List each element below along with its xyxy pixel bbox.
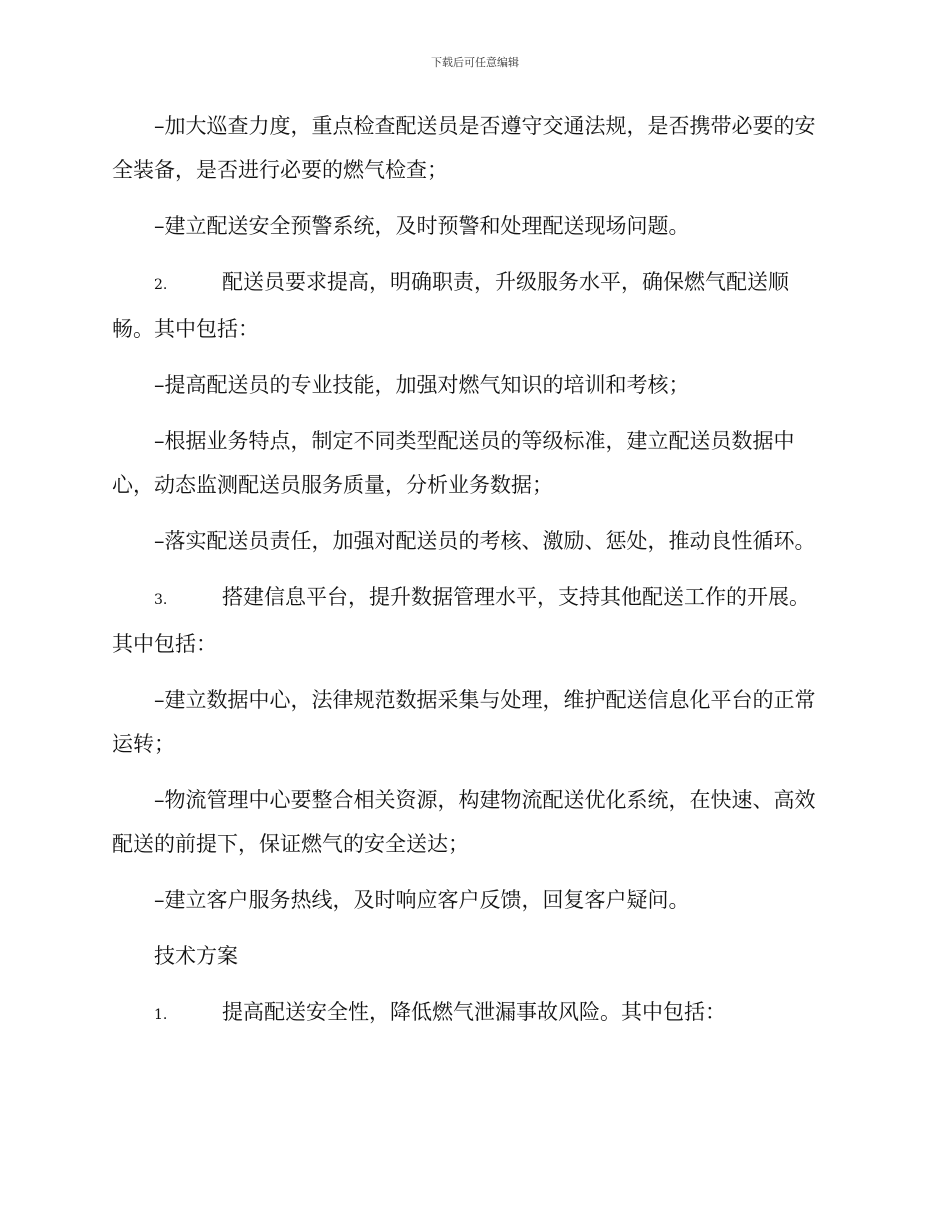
numbered-paragraph	[112, 260, 824, 351]
document-body	[112, 104, 824, 1049]
bullet-paragraph: –建立数据中心，法律规范数据采集与处理，维护配送信息化平台的正常运转；	[112, 688, 816, 756]
bullet-paragraph: –提高配送员的专业技能，加强对燃气知识的培训和考核；	[154, 373, 690, 397]
bullet-paragraph: –物流管理中心要整合相关资源，构建物流配送优化系统，在快速、高效配送的前提下，保证燃气的安全送达；	[112, 788, 816, 856]
numbered-paragraph-text: 提高配送安全性，降低燃气泄漏事故风险。其中包括：	[222, 1000, 726, 1024]
bullet-paragraph: –根据业务特点，制定不同类型配送员的等级标准，建立配送员数据中心，动态监测配送员服务质量，分析业务数据；	[112, 429, 795, 497]
list-number: 1.	[154, 1007, 168, 1023]
bullet-paragraph: –建立客户服务热线，及时响应客户反馈，回复客户疑问。	[154, 888, 690, 912]
section-heading: 技术方案	[154, 944, 238, 968]
bullet-paragraph: –落实配送员责任，加强对配送员的考核、激励、惩处，推动良性循环。	[154, 529, 816, 553]
bullet-paragraph: –建立配送安全预警系统，及时预警和处理配送现场问题。	[154, 214, 690, 238]
bullet-paragraph: –加大巡查力度，重点检查配送员是否遵守交通法规，是否携带必要的安全装备，是否进行必要的燃气检查；	[112, 114, 816, 182]
numbered-paragraph-text: 搭建信息平台，提升数据管理水平，支持其他配送工作的开展。其中包括：	[112, 585, 810, 656]
page-header: 下载后可任意编辑	[431, 56, 519, 69]
numbered-paragraph	[112, 990, 824, 1037]
numbered-paragraph-text: 配送员要求提高，明确职责，升级服务水平，确保燃气配送顺畅。其中包括：	[112, 270, 789, 341]
list-number: 2.	[154, 277, 168, 293]
numbered-paragraph	[112, 575, 824, 666]
list-number: 3.	[154, 592, 168, 608]
